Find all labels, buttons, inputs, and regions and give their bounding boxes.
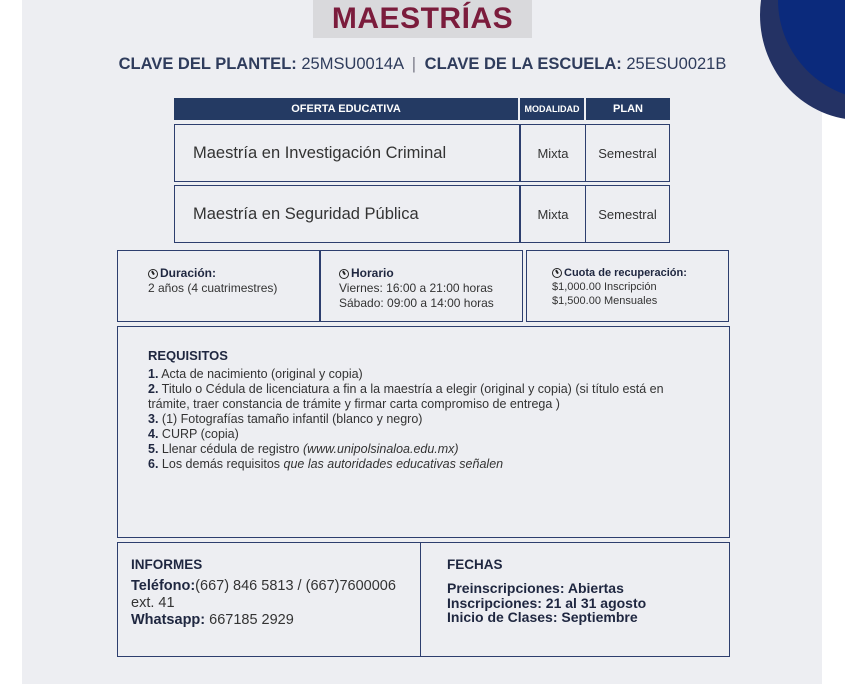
list-item: 3. (1) Fotografías tamaño infantil (blanco y negro)	[148, 412, 423, 426]
page-title: MAESTRÍAS	[331, 2, 514, 35]
requisitos-title: REQUISITOS	[148, 348, 228, 363]
list-item: 5. Llenar cédula de registro (www.unipolsinaloa.edu.mx)	[148, 442, 459, 456]
informes-title: INFORMES	[131, 557, 203, 572]
cuota-box	[526, 250, 729, 322]
telefono-value: (667) 846 5813 / (667)7600006	[195, 578, 396, 594]
fecha-inscripciones: Inscripciones: 21 al 31 agosto	[447, 594, 647, 611]
horario-box	[320, 250, 523, 322]
duracion-box	[117, 250, 320, 322]
cuota-line-1: $1,000.00 Inscripción	[552, 281, 657, 293]
list-item: 2. Titulo o Cédula de licenciatura a fin a la maestría a elegir (original y copia) (si título está en trámite, traer constancia de trámite y firmar carta compromiso de entrega )	[148, 382, 664, 411]
telefono-label: Teléfono:	[131, 578, 196, 594]
row1-oferta: Maestría en Investigación Criminal	[174, 124, 520, 182]
cuota-line-2: $1,500.00 Mensuales	[552, 295, 658, 307]
clave-escuela-value: 25ESU0021B	[626, 55, 727, 73]
row2-plan: Semestral	[585, 185, 670, 243]
clock-icon	[339, 269, 349, 279]
clave-line	[0, 55, 845, 74]
clave-separator: |	[411, 55, 417, 73]
cuota-label: Cuota de recuperación:	[564, 267, 687, 279]
clock-icon	[148, 269, 158, 279]
list-item: 6. Los demás requisitos que las autoridades educativas señalen	[148, 457, 504, 471]
horario-label: Horario	[351, 266, 394, 280]
whatsapp-value: 667185 2929	[205, 612, 294, 628]
requisitos-list	[148, 367, 708, 472]
fecha-inicio-clases: Inicio de Clases: Septiembre	[447, 609, 638, 625]
fecha-preinscripciones: Preinscripciones: Abiertas	[447, 580, 624, 596]
duracion-label: Duración:	[160, 266, 217, 280]
row1-plan: Semestral	[585, 124, 670, 182]
telefono-ext: ext. 41	[131, 595, 175, 611]
list-item: 4. CURP (copia)	[148, 427, 239, 441]
header-oferta: OFERTA EDUCATIVA	[174, 98, 518, 120]
header-plan: PLAN	[586, 98, 670, 120]
header-modalidad: MODALIDAD	[520, 98, 584, 120]
clave-plantel-label: CLAVE DEL PLANTEL:	[118, 55, 297, 73]
clock-icon	[552, 268, 562, 278]
informes-content	[131, 578, 416, 629]
horario-line-1: Viernes: 16:00 a 21:00 horas	[339, 281, 493, 295]
duracion-value: 2 años (4 cuatrimestres)	[148, 281, 278, 295]
horario-line-2: Sábado: 09:00 a 14:00 horas	[339, 296, 494, 310]
fechas-title: FECHAS	[447, 557, 503, 572]
row1-modalidad: Mixta	[520, 124, 586, 182]
fechas-content	[447, 581, 646, 625]
row2-modalidad: Mixta	[520, 185, 586, 243]
clave-plantel-value: 25MSU0014A	[301, 55, 404, 73]
row2-oferta: Maestría en Seguridad Pública	[174, 185, 520, 243]
clave-escuela-label: CLAVE DE LA ESCUELA:	[424, 55, 622, 73]
list-item: 1. Acta de nacimiento (original y copia)	[148, 367, 363, 381]
whatsapp-label: Whatsapp:	[131, 612, 206, 628]
